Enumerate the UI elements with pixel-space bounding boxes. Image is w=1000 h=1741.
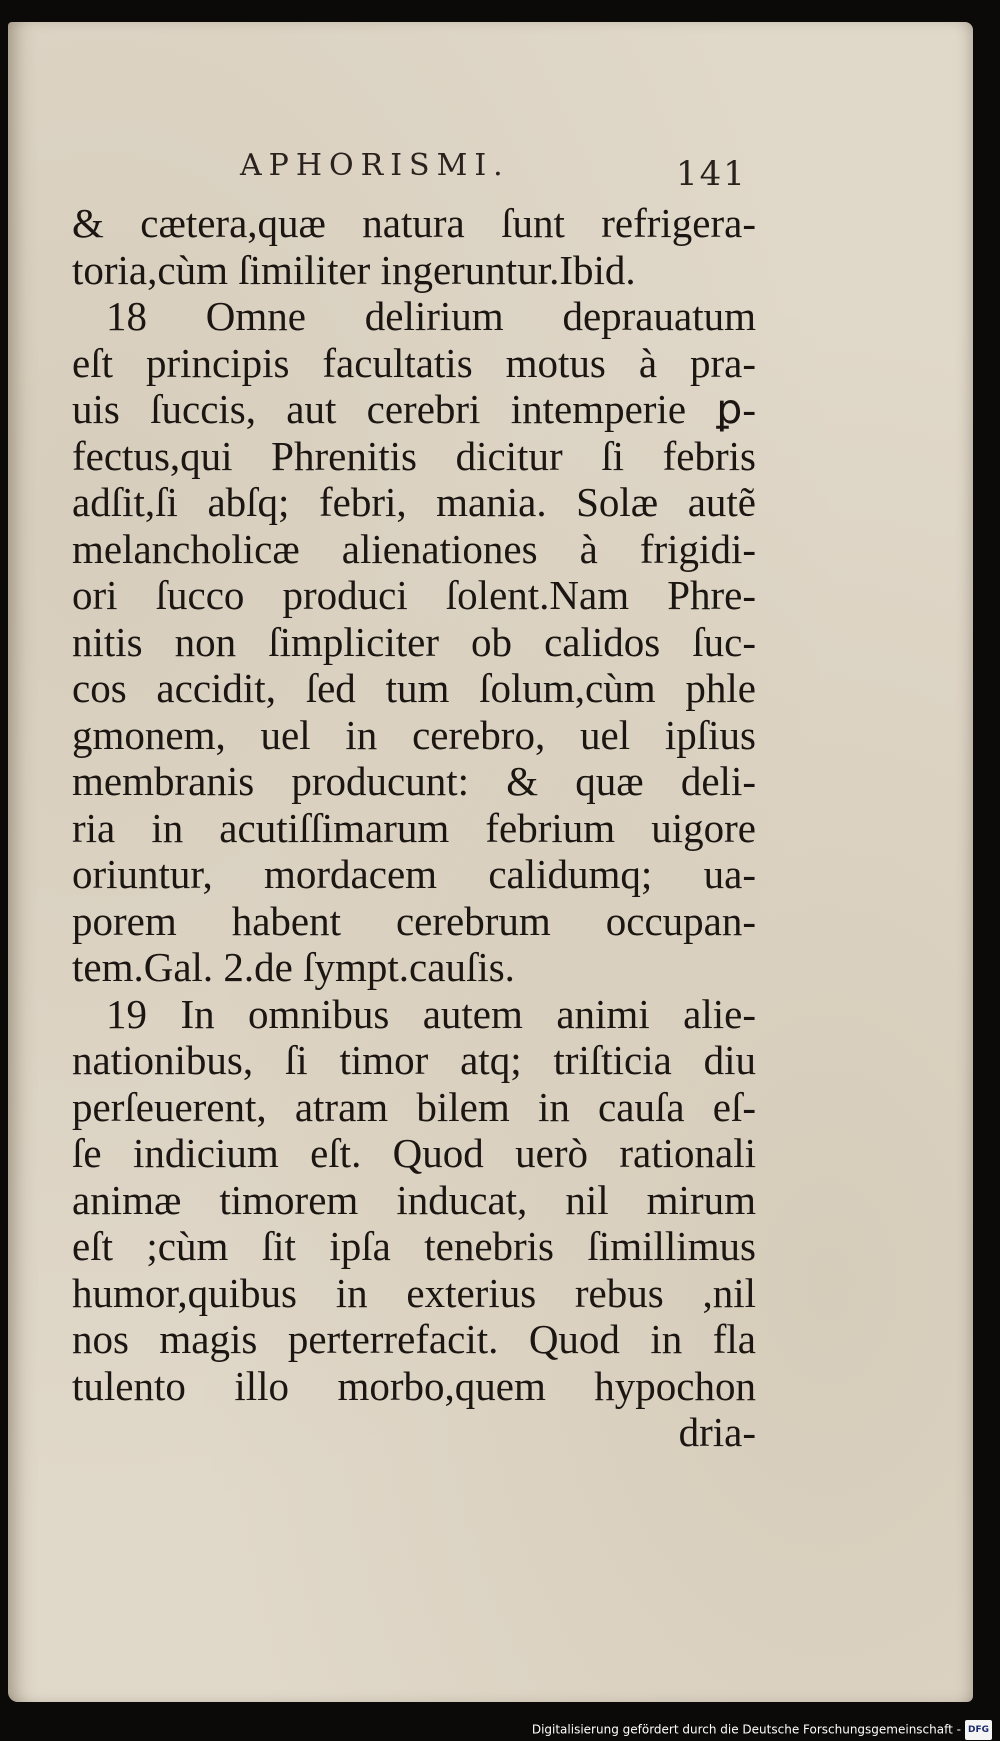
text-line: cos accidit, ſed tum ſolum,cùm phle — [72, 665, 756, 711]
text-line: oriuntur, mordacem calidumq; ua- — [72, 851, 756, 897]
text-line: gmonem, uel in cerebro, uel ipſius — [72, 711, 756, 758]
text-line: uis ſuccis, aut cerebri intemperie ꝑ- — [72, 386, 756, 432]
text-line: ori ſucco produci ſolent.Nam Phre- — [72, 572, 756, 618]
text-line: toria,cùm ſimiliter ingeruntur.Ibid. — [72, 246, 636, 293]
digitization-credit — [532, 1720, 992, 1740]
text-line: adſit,ſi abſq; febri, mania. Solæ autẽ — [72, 479, 756, 525]
text-line: eſt principis facultatis motus à pra- — [72, 339, 756, 386]
text-line: tulento illo morbo,quem hypochon — [72, 1362, 756, 1409]
text-line: fectus,qui Phrenitis dicitur ſi febris — [72, 432, 756, 479]
text-line: porem habent cerebrum occupan- — [72, 897, 756, 944]
text-line: humor,quibus in exterius rebus ,nil — [72, 1269, 756, 1316]
text-line: eſt ;cùm ſit ipſa tenebris ſimillimus — [72, 1223, 756, 1269]
text-line: animæ timorem inducat, nil mirum — [72, 1176, 756, 1223]
text-line: & cætera,quæ natura ſunt refrigera- — [72, 200, 756, 246]
text-line: ſe indicium eſt. Quod uerò rationali — [72, 1130, 756, 1176]
text-line: tem.Gal. 2.de ſympt.cauſis. — [72, 944, 515, 990]
page-number: 141 — [676, 154, 747, 194]
text-line: 19 In omnibus autem animi alie- — [106, 990, 756, 1037]
dfg-logo-icon: DFG — [965, 1720, 992, 1740]
text-line: membranis producunt: & quæ deli- — [72, 758, 756, 804]
running-head: APHORISMI. — [240, 148, 510, 183]
text-line: melancholicæ alienationes à frigidi- — [72, 525, 756, 572]
book-page — [8, 22, 973, 1702]
text-line: 18 Omne delirium deprauatum — [106, 293, 756, 339]
text-line: perſeuerent, atram bilem in cauſa eſ- — [72, 1083, 756, 1130]
body-text — [72, 200, 756, 1456]
catchword: dria- — [678, 1409, 756, 1455]
text-line: nitis non ſimpliciter ob calidos ſuc- — [72, 618, 756, 665]
text-line: nos magis perterrefacit. Quod in fla — [72, 1316, 756, 1362]
text-line: nationibus, ſi timor atq; triſticia diu — [72, 1037, 756, 1083]
credit-text: Digitalisierung gefördert durch die Deutsche Forschungsgemeinschaft - — [531, 1722, 961, 1737]
text-line: ria in acutiſſimarum febrium uigore — [72, 804, 756, 851]
